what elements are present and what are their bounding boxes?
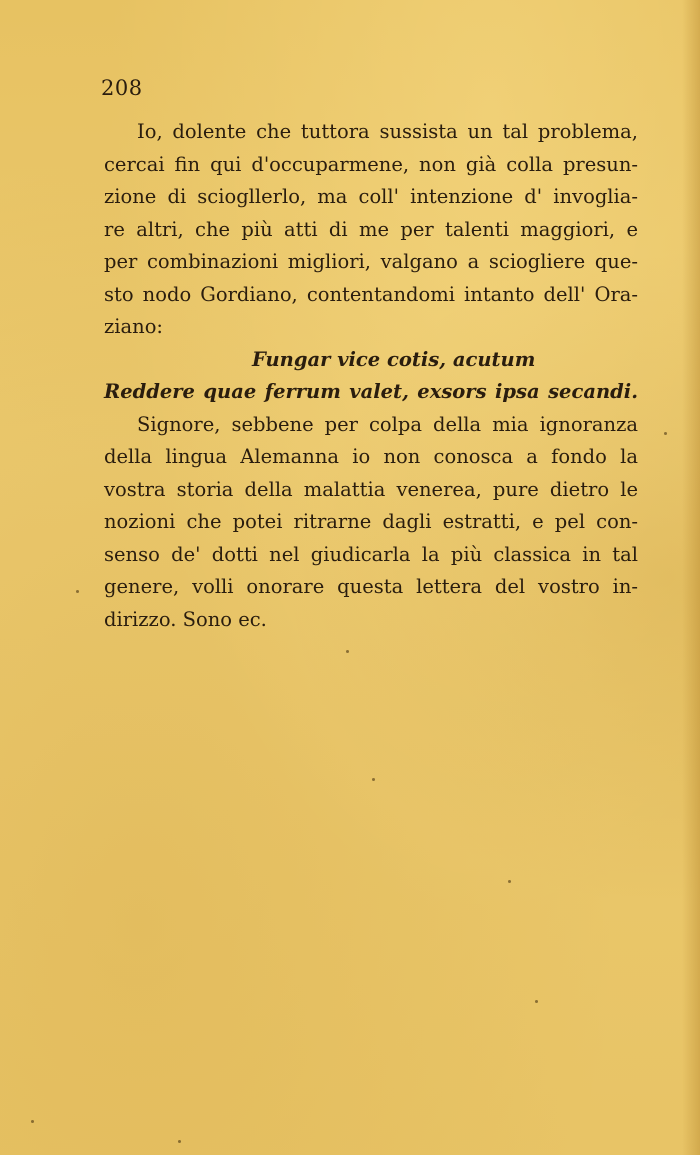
paper-speck — [372, 778, 375, 781]
text-line: genere, volli onorare questa lettera del vostro in- — [104, 575, 638, 598]
text-line: per combinazioni migliori, valgano a sciogliere que- — [104, 250, 638, 273]
paper-speck — [178, 1140, 181, 1143]
text-line: vostra storia della malattia venerea, pure dietro le — [104, 477, 638, 501]
body-text — [104, 116, 638, 636]
text-line: ziano: — [104, 315, 164, 338]
page-edge-shadow — [682, 0, 700, 1155]
paper-speck — [508, 880, 511, 883]
text-line: senso de' dotti nel giudicarla la più classica in tal — [104, 542, 638, 566]
paper-speck — [31, 1120, 34, 1123]
text-line: nozioni che potei ritrarne dagli estratti, e pel con- — [104, 510, 638, 533]
paper-speck — [535, 1000, 538, 1003]
latin-quotation — [104, 344, 638, 409]
text-line: cercai fin qui d'occuparmene, non già colla presun- — [104, 152, 638, 176]
paper-speck — [664, 432, 667, 435]
text-line: della lingua Alemanna io non conosca a fondo la — [104, 445, 638, 468]
page-number: 208 — [101, 76, 143, 100]
text-line: dirizzo. Sono ec. — [104, 607, 267, 631]
paragraph-1 — [104, 116, 638, 344]
text-line: sto nodo Gordiano, contentandomi intanto dell' Ora- — [104, 282, 638, 306]
text-line: zione di sciogllerlo, ma coll' intenzione d' invoglia- — [104, 185, 638, 208]
text-line: Io, dolente che tuttora sussista un tal problema, — [137, 120, 638, 143]
text-line: re altri, che più atti di me per talenti maggiori, e — [104, 217, 638, 241]
quotation-line: Reddere quae ferrum valet, exsors ipsa secandi. — [104, 380, 638, 403]
quotation-line: Fungar vice cotis, acutum — [252, 347, 536, 371]
paragraph-2 — [104, 409, 638, 637]
paper-speck — [346, 650, 349, 653]
text-line: Signore, sebbene per colpa della mia ignoranza — [137, 412, 638, 436]
paper-speck — [76, 590, 79, 593]
